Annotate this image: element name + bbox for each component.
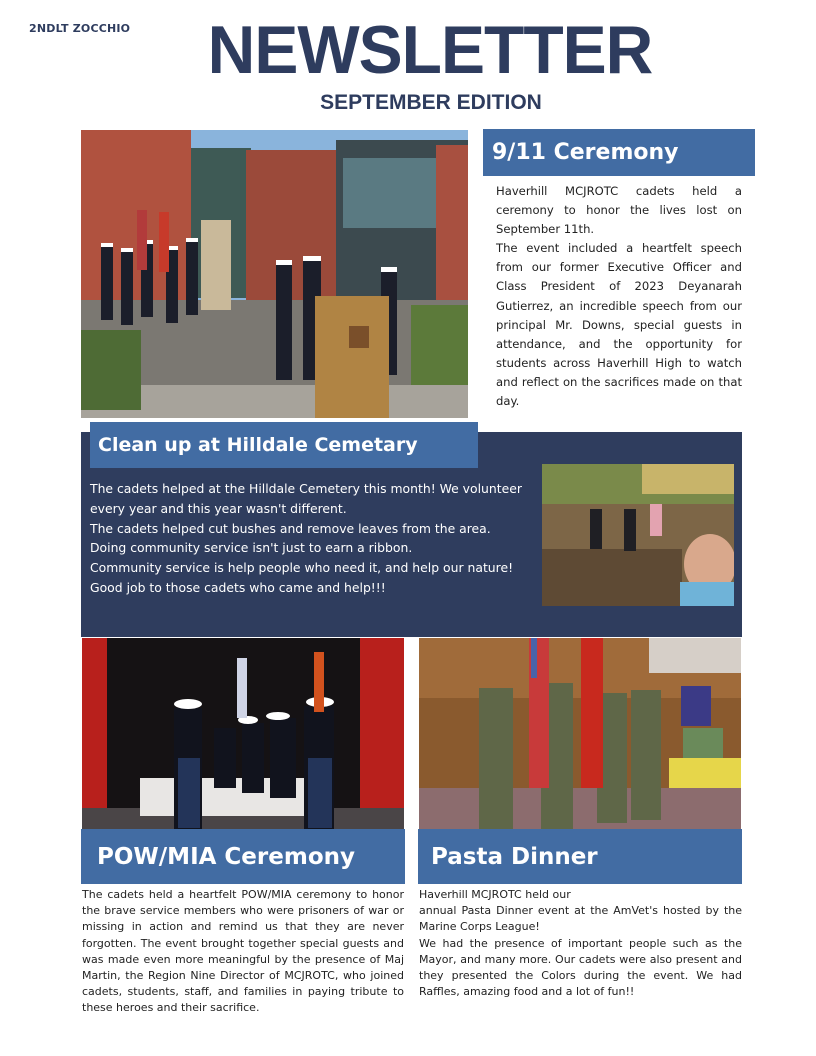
pasta-dinner-paragraph: annual Pasta Dinner event at the AmVet's hosted by the Marine Corps League! <box>419 904 742 934</box>
cleanup-heading-text: Clean up at Hilldale Cemetary <box>98 434 418 456</box>
pow-mia-paragraph: The cadets held a heartfelt POW/MIA ceremony to honor the brave service members who were prisoners of war or missing in action and remind us that they are never forgotten. The event brought together special guests and was made even more meaningful by the presence of Maj Martin, the Region Nine Director of MCJROTC, who joined cadets, students, staff, and families in paying tribute to these heroes and their sacrifice. <box>82 888 404 1015</box>
ceremony-911-body <box>496 182 742 411</box>
ceremony-911-photo <box>81 130 468 418</box>
pow-mia-photo <box>82 638 404 829</box>
cleanup-heading <box>90 422 478 468</box>
ceremony-911-paragraph: Haverhill MCJROTC cadets held a ceremony to honor the lives lost on September 11th. <box>496 184 742 237</box>
pasta-dinner-body <box>419 887 742 1000</box>
pasta-dinner-photo <box>419 638 741 829</box>
pasta-dinner-paragraph: We had the presence of important people such as the Mayor, and many more. Our cadets were also present and they presented the Colors during the event. We had Raffles, amazing food and a lot of fun!! <box>419 936 742 999</box>
pasta-dinner-heading-text: Pasta Dinner <box>431 843 598 870</box>
pow-mia-heading-text: POW/MIA Ceremony <box>97 843 355 870</box>
cleanup-paragraph: Community service is help people who need it, and help our nature! Good job to those cadets who came and help!!! <box>90 560 514 595</box>
cleanup-paragraph: Doing community service isn't just to earn a ribbon. <box>90 540 413 556</box>
edition-subtitle: SEPTEMBER EDITION <box>320 91 542 114</box>
cleanup-paragraph: The cadets helped at the Hilldale Cemetery this month! We volunteer every year and this year wasn't different. <box>90 481 522 516</box>
ceremony-911-heading <box>483 129 755 176</box>
author-name: 2NDLT ZOCCHIO <box>29 22 131 35</box>
cleanup-body <box>90 479 530 598</box>
ceremony-911-heading-text: 9/11 Ceremony <box>492 140 679 165</box>
pasta-dinner-heading <box>418 829 742 884</box>
pow-mia-heading <box>81 829 405 884</box>
newsletter-title: NEWSLETTER <box>207 12 653 88</box>
pasta-dinner-paragraph: Haverhill MCJROTC held our <box>419 888 571 901</box>
cleanup-paragraph: The cadets helped cut bushes and remove leaves from the area. <box>90 520 491 536</box>
ceremony-911-paragraph: The event included a heartfelt speech from our former Executive Officer and Class President of 2023 Deyanarah Gutierrez, an incredible speech from our principal Mr. Downs, special guests in attendance, and the opportunity for students across Haverhill High to watch and reflect on the sacrifices made on that day. <box>496 241 742 409</box>
pow-mia-body <box>82 887 404 1017</box>
cleanup-photo <box>542 464 734 606</box>
